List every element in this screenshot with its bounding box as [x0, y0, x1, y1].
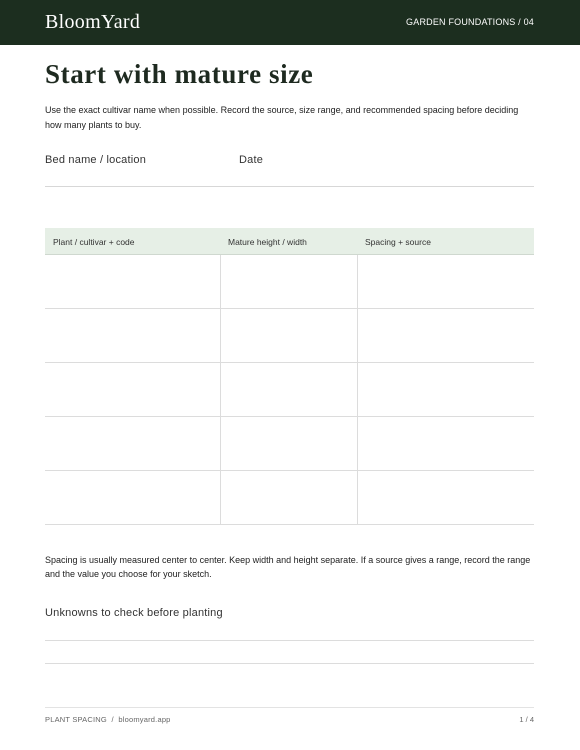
- page-title: Start with mature size: [45, 59, 314, 89]
- date-label: Date: [239, 154, 264, 166]
- bed-name-label: Bed name / location: [45, 154, 147, 166]
- column-header-spacing: Spacing + source: [365, 237, 431, 247]
- plant-cell[interactable]: [45, 471, 220, 524]
- column-header-plant: Plant / cultivar + code: [53, 237, 135, 247]
- column-header-mature-size: Mature height / width: [228, 237, 307, 247]
- unknowns-fill-line[interactable]: [45, 663, 534, 664]
- unknowns-label: Unknowns to check before planting: [45, 607, 223, 619]
- page-number: 1 / 4: [519, 715, 534, 724]
- series-label: GARDEN FOUNDATIONS / 04: [406, 17, 534, 27]
- table-header: [45, 228, 534, 255]
- plant-cell[interactable]: [45, 255, 220, 308]
- table-row: [45, 309, 534, 363]
- intro-text: Use the exact cultivar name when possible. Record the source, size range, and recommended spacing before deciding how many plants to buy.: [45, 105, 519, 130]
- spacing-cell[interactable]: [357, 417, 534, 470]
- unknowns-fill-line[interactable]: [45, 640, 534, 641]
- table-row: [45, 255, 534, 309]
- mature-size-cell[interactable]: [220, 417, 357, 470]
- mature-size-cell[interactable]: [220, 255, 357, 308]
- plant-cell[interactable]: [45, 363, 220, 416]
- spacing-cell[interactable]: [357, 309, 534, 362]
- spacing-note: Spacing is usually measured center to center. Keep width and height separate. If a source gives a range, record the range and the value you choose for your sketch.: [45, 555, 531, 579]
- table-row: [45, 417, 534, 471]
- top-bar: [0, 0, 580, 45]
- mature-size-cell[interactable]: [220, 309, 357, 362]
- table-row: [45, 471, 534, 525]
- footer-section-label: PLANT SPACING / bloomyard.app: [45, 715, 171, 724]
- footer-divider: [45, 707, 534, 708]
- table-row: [45, 363, 534, 417]
- bed-date-fill-line[interactable]: [45, 186, 534, 187]
- mature-size-cell[interactable]: [220, 363, 357, 416]
- brand-logo: BloomYard: [45, 11, 141, 33]
- spacing-cell[interactable]: [357, 471, 534, 524]
- spacing-cell[interactable]: [357, 363, 534, 416]
- plant-size-table: [45, 228, 534, 526]
- plant-cell[interactable]: [45, 417, 220, 470]
- table-body: [45, 255, 534, 525]
- spacing-cell[interactable]: [357, 255, 534, 308]
- plant-cell[interactable]: [45, 309, 220, 362]
- mature-size-cell[interactable]: [220, 471, 357, 524]
